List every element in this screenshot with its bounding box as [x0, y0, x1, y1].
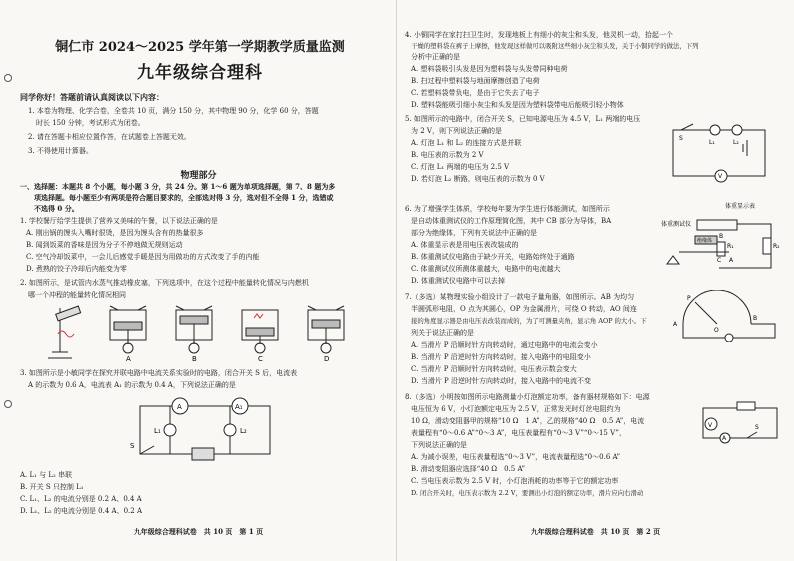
- question-8-stem-2: 电压恒为 6 V，小灯泡额定电压为 2.5 V，正常发光时灯丝电阻约为: [411, 405, 621, 413]
- engine-stroke-c: [242, 310, 278, 353]
- circuit-wire: [673, 130, 765, 176]
- switch: [140, 446, 154, 454]
- question-6-stem-2: 是自动体重测试仪的工作原理简化图，其中 CB 部分为导体，BA: [411, 217, 612, 225]
- question-8-stem-4: 表量程有“0～0.6 A”“0～3 A”，电压表量程有“0～3 V”“0～15 V”，: [411, 429, 626, 437]
- question-3-option-d: D. L₁、L₂ 的电流分别是 0.4 A、0.2 A: [20, 507, 142, 515]
- exam-title: 铜仁市 2024～2025 学年第一学期教学质量监测: [55, 40, 345, 55]
- question-3-stem-1: 3. 如图所示是小敏同学在探究并联电路中电流关系实验时的电路，闭合开关 S 后，电流表: [20, 369, 298, 377]
- label-insulator: 绝缘体: [697, 238, 713, 244]
- question-6-option-d: D. 体重测试仪电路中可以去掉: [411, 277, 505, 285]
- question-6-stem-3: 部分为绝缘体，下列有关说法中正确的是: [411, 229, 537, 237]
- question-2-diagram: [40, 300, 370, 362]
- label-o: O: [714, 327, 719, 334]
- label-voltmeter: V: [708, 422, 713, 429]
- label-l1: L₁: [154, 427, 161, 435]
- stroke-label-c: C: [258, 355, 263, 362]
- question-8-circuit-diagram: [697, 398, 785, 446]
- question-3-option-a: A. L₁ 与 L₂ 串联: [20, 471, 73, 479]
- label-tester: 体重测试仪: [661, 221, 692, 228]
- label-switch: S: [755, 424, 759, 431]
- question-7-option-c: C. 当滑片 P 沿顺时针方向转动时，电压表示数会变大: [411, 365, 577, 373]
- bulb-l1: [164, 424, 176, 436]
- label-switch: S: [679, 135, 683, 142]
- question-4-option-d: D. 塑料袋能吸引细小灰尘和头发是因为塑料袋带电后能吸引轻小物体: [411, 101, 624, 109]
- rheostat: [737, 402, 755, 410]
- label-ammeter-a: A: [177, 403, 182, 411]
- page-footer-2: 九年级综合理科试卷 共 10 页 第 2 页: [530, 527, 661, 536]
- punch-hole-top: [4, 74, 12, 82]
- question-1-option-a: A. 刚出锅的馒头入嘴时很烫，是因为馒头含有的热量很多: [26, 229, 204, 237]
- label-voltmeter: V: [718, 173, 723, 180]
- label-a: A: [729, 257, 734, 264]
- question-8-stem-1: 8.（多选）小明按如图所示电路测量小灯泡额定功率，备有器材规格如下：电源: [405, 393, 650, 401]
- question-7-option-d: D. 当滑片 P 沿逆时针方向转动时，接入电路中的电流不变: [411, 377, 591, 385]
- label-display: 体重显示表: [725, 203, 756, 210]
- label-ammeter-a1: A₁: [235, 403, 243, 411]
- selection-instructions-2: 项选择题。每小题至少有两项是符合题目要求的，全部选对得 3 分，选对但不全得 1 分，选错或: [34, 193, 334, 202]
- question-8-option-b: B. 滑动变阻器应选择“40 Ω 0.5 A”: [411, 465, 526, 473]
- question-4-option-c: C. 若塑料袋带负电，是由于它失去了电子: [411, 89, 540, 97]
- engine-stroke-b: [176, 306, 212, 353]
- label-b: B: [719, 233, 724, 240]
- label-r1: R₁: [727, 243, 734, 250]
- question-1-option-b: B. 闻到饭菜的香味是因为分子不停地做无规则运动: [26, 241, 183, 249]
- stroke-label-b: B: [192, 355, 197, 362]
- notice-item-2: 2. 请在答题卡相应位置作答，在试题卷上答题无效。: [28, 133, 191, 141]
- bulb-l1: [710, 125, 720, 135]
- punch-hole-bottom: [4, 400, 12, 408]
- arc-resistor: [683, 290, 751, 324]
- question-7-stem-3: 接的角度显示器是由电压表改装而成的，为了可测量夹角，显示角 AOP 的大小。下: [411, 317, 647, 325]
- bulb-l2: [732, 125, 742, 135]
- engine-stroke-d: [308, 306, 344, 353]
- question-4-option-a: A. 塑料袋吸引头发是因为塑料袋与头发带同种电荷: [411, 65, 568, 73]
- label-ammeter: A: [722, 435, 727, 442]
- question-8-option-d: D. 闭合开关时，电压表示数为 2.2 V，要测出小灯泡的额定功率，滑片应向右滑动: [411, 489, 644, 497]
- label-l1: L₁: [709, 139, 715, 146]
- slider-op: [695, 302, 717, 324]
- question-8-option-a: A. 为减小误差，电压表量程选“0～3 V”，电流表量程选“0～0.6 A”: [411, 453, 621, 461]
- label-b: B: [753, 315, 758, 322]
- notice-heading: 同学你好！答题前请认真阅读以下内容：: [20, 92, 164, 102]
- question-7-protractor-diagram: [669, 290, 783, 342]
- question-6-scale-diagram: [659, 198, 785, 278]
- question-2-stem-2: 哪一个冲程的能量转化情况相同: [28, 291, 126, 299]
- question-1-stem: 1. 学校餐厅给学生提供了营养又美味的午餐，以下说法正确的是: [20, 217, 218, 225]
- question-7-stem-2: 半圆弧形电阻，O 点为其圆心，OP 为金属滑片，可绕 O 转动，AO 间连: [411, 305, 637, 313]
- label-switch: S: [130, 442, 135, 450]
- question-5-option-c: C. 灯泡 L₁ 两端的电压为 2.5 V: [411, 163, 510, 171]
- question-6-option-a: A. 体重显示表是用电压表改装成的: [411, 241, 519, 249]
- question-5-option-b: B. 电压表的示数为 2 V: [411, 151, 484, 159]
- label-l2: L₂: [733, 139, 739, 146]
- question-7-stem-4: 列关于说法正确的是: [411, 329, 474, 337]
- question-4-stem-3: 分析中正确的是: [411, 53, 460, 61]
- section-title-physics: 物理部分: [180, 171, 217, 181]
- question-8-stem-3: 10 Ω，滑动变阻器甲的规格“10 Ω 1 A”，乙的规格“40 Ω 0.5 A”，电流: [411, 417, 645, 425]
- question-7-stem-1: 7.（多选）某物理实验小组设计了一款电子量角器，如图所示。AB 为均匀: [405, 293, 635, 301]
- test-tube-apparatus: [48, 306, 81, 358]
- question-5-option-d: D. 若灯泡 L₂ 断路，则电压表的示数为 0 V: [411, 175, 545, 183]
- question-8-option-c: C. 当电压表示数为 2.5 V 时，小灯泡消耗的功率等于它的额定功率: [411, 477, 619, 485]
- question-5-circuit-diagram: [665, 120, 775, 186]
- label-a: A: [673, 321, 678, 328]
- stroke-label-d: D: [324, 355, 330, 362]
- question-4-stem-1: 4. 小铜同学在家打扫卫生时，发现地板上有细小的灰尘和头发，他灵机一动，拾起一个: [405, 31, 673, 39]
- stroke-label-a: A: [126, 355, 131, 362]
- question-3-stem-2: A 的示数为 0.6 A，电流表 A₁ 的示数为 0.4 A，下列说法正确的是: [28, 381, 236, 389]
- question-5-option-a: A. 灯泡 L₁ 和 L₂ 的连接方式是并联: [411, 139, 522, 147]
- question-4-option-b: B. 扫过程中塑料袋与地面摩擦创造了电荷: [411, 77, 540, 85]
- question-2-stem-1: 2. 如图所示，是试管内水蒸气推动橡皮塞，下列选项中，在这个过程中能量转化情况与内燃机: [20, 279, 309, 287]
- exam-page-2: [397, 0, 794, 561]
- question-3-option-c: C. L₁、L₂ 的电流分别是 0.2 A、0.4 A: [20, 495, 142, 503]
- page-footer-1: 九年级综合理科试卷 共 10 页 第 1 页: [133, 527, 264, 536]
- question-6-stem-1: 6. 为了增强学生体质，学校每年要为学生进行体能测试，如图所示: [405, 205, 610, 213]
- question-1-option-c: C. 空气冷却饭菜中，一会儿后感觉手暖是因为用做功的方式改变了手的内能: [26, 253, 260, 261]
- label-r2: R₂: [773, 243, 780, 250]
- switch: [681, 124, 693, 130]
- switch: [747, 432, 757, 438]
- question-4-stem-2: 干燥的塑料袋在裤子上摩擦，他发现这样做可以吸附这些细小灰尘和头发，关于小铜同学的做法，下列: [411, 42, 699, 50]
- question-8-stem-5: 下列说法正确的是: [411, 441, 467, 449]
- selection-instructions-1: 一、选择题：本题共 8 个小题，每小题 3 分，共 24 分。第 1～6 题为单项选择题，第 7、8 题为多: [20, 182, 336, 191]
- exam-subject: 九年级综合理科: [137, 63, 263, 83]
- selection-instructions-3: 不选得 0 分。: [34, 204, 79, 213]
- notice-item-1b: 时长 150 分钟，考试形式为闭卷。: [36, 119, 145, 127]
- question-6-option-c: C. 体重测试仪所测体重越大，电路中的电流越大: [411, 265, 561, 273]
- resistor-r1: [717, 242, 725, 256]
- notice-item-3: 3. 不得使用计算器。: [28, 147, 93, 155]
- label-p: P: [687, 295, 691, 302]
- question-1-option-d: D. 煮熟的饺子冷却后内能变为零: [26, 265, 127, 273]
- question-7-option-a: A. 当滑片 P 沿顺时针方向转动时，通过电路中的电流会变小: [411, 341, 598, 349]
- question-3-circuit-diagram: [110, 392, 300, 468]
- battery: [192, 448, 214, 460]
- engine-stroke-a: [110, 306, 146, 353]
- notice-item-1a: 1. 本卷为物理、化学合卷，全卷共 10 页，满分 150 分，其中物理 90 分，化学 60 分，答题: [28, 107, 319, 115]
- pivot: [667, 256, 679, 264]
- bulb-l2: [224, 424, 236, 436]
- voltmeter: [725, 334, 733, 342]
- question-3-option-b: B. 开关 S 只控制 L₁: [20, 483, 84, 491]
- label-l2: L₂: [240, 427, 247, 435]
- question-7-option-b: B. 当滑片 P 沿逆时针方向转动时，接入电路中的电阻变小: [411, 353, 591, 361]
- question-5-stem-2: 为 2 V，则下列说法正确的是: [411, 127, 502, 135]
- label-c: C: [717, 257, 722, 264]
- weight-display: [697, 220, 737, 230]
- question-5-stem-1: 5. 如图所示的电路中，闭合开关 S，已知电源电压为 4.5 V，L₁ 两端的电压: [405, 115, 641, 123]
- resistor-r2: [763, 238, 771, 254]
- question-6-option-b: B. 体重测试仪电路由于缺少开关，电路始终处于通路: [411, 253, 575, 261]
